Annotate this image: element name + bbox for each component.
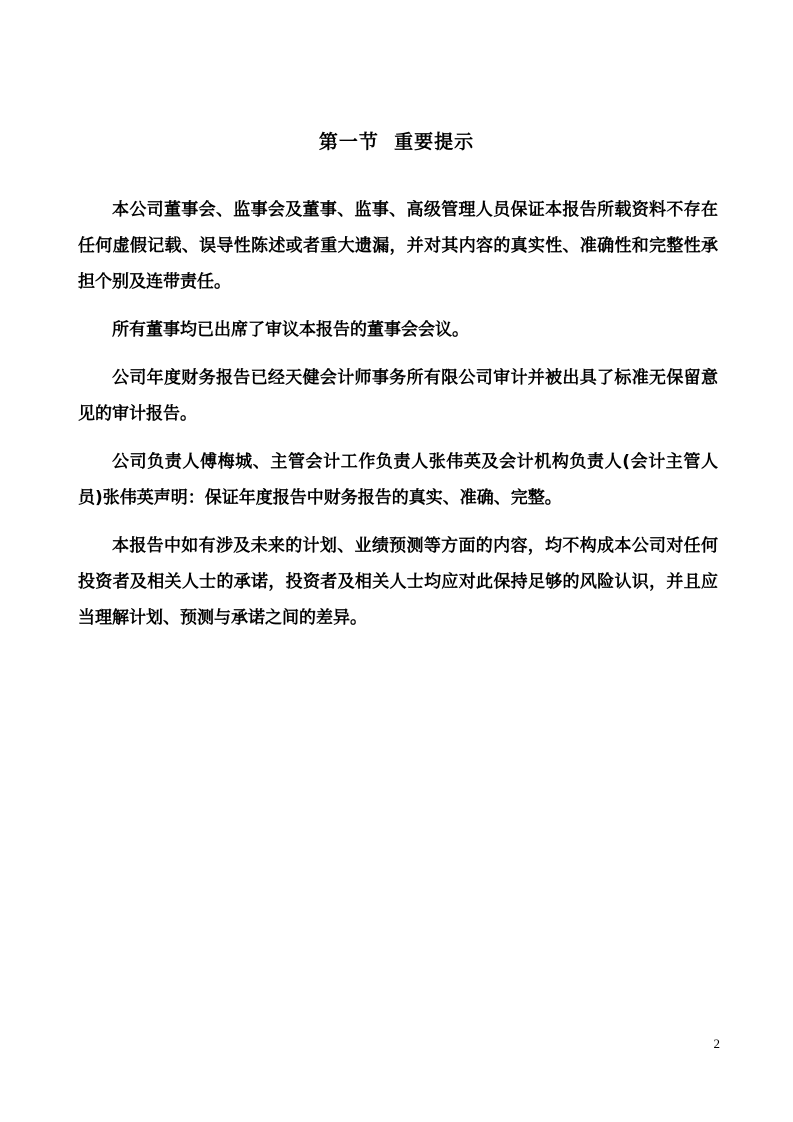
paragraph-board-attendance: 所有董事均已出席了审议本报告的董事会会议。	[112, 320, 469, 340]
paragraph-responsibility-statement: 本公司董事会、监事会及董事、监事、高级管理人员保证本报告所载资料不存在任何虚假记载、误导性陈述或者重大遗漏，并对其内容的真实性、准确性和完整性承担个别及连带责任。	[78, 200, 718, 292]
document-body	[78, 192, 718, 648]
paragraph-audit-opinion: 公司年度财务报告已经天健会计师事务所有限公司审计并被出具了标准无保留意见的审计报告。	[78, 368, 718, 424]
page-number: 2	[713, 1036, 720, 1051]
paragraph-financial-declaration: 公司负责人傅梅城、主管会计工作负责人张伟英及会计机构负责人(会计主管人员)张伟英声明：保证年度报告中财务报告的真实、准确、完整。	[78, 452, 718, 508]
paragraph-forward-looking-disclaimer: 本报告中如有涉及未来的计划、业绩预测等方面的内容，均不构成本公司对任何投资者及相关人士的承诺，投资者及相关人士均应对此保持足够的风险认识，并且应当理解计划、预测与承诺之间的差异。	[78, 536, 718, 628]
section-title: 第一节 重要提示	[318, 131, 475, 153]
